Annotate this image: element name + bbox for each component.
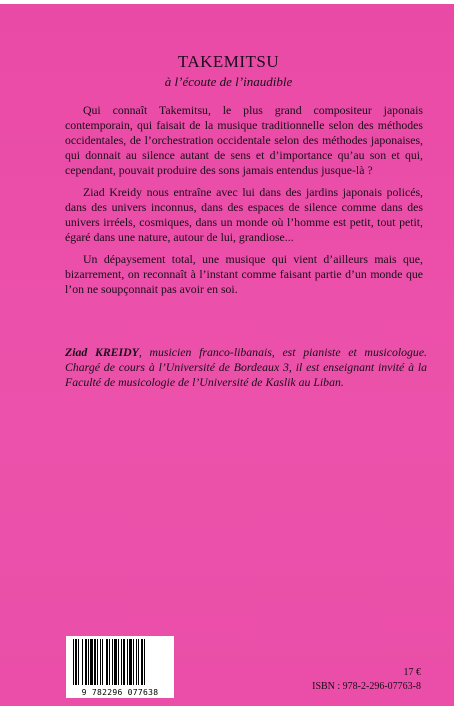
book-title: TAKEMITSU bbox=[177, 52, 280, 71]
author-name: Ziad KREIDY bbox=[65, 345, 139, 359]
barcode-bar bbox=[138, 639, 139, 685]
barcode-bar bbox=[133, 639, 134, 685]
blurb-paragraph-2: Ziad Kreidy nous entraîne avec lui dans des jardins japonais policés, dans des univers inconnus, dans des espaces de silence comme dans des univers irréels, cosmiques, dans un monde où l’homme est petit, tout petit, égaré dans une nature, autour de lui, grandiose... bbox=[65, 185, 423, 244]
barcode-bar bbox=[97, 639, 98, 685]
isbn: ISBN : 978-2-296-07763-8 bbox=[312, 681, 421, 692]
barcode-bar bbox=[88, 639, 89, 685]
author-bio-text: , musicien franco-libanais, est pianiste et musicologue. Chargé de cours à l’Université de Bordeaux 3, il est enseignant invité à la Faculté de musicologie de l’Université de Kaslik au Liban. bbox=[65, 345, 427, 389]
barcode-bar bbox=[114, 639, 117, 685]
barcode-bar bbox=[129, 639, 132, 685]
barcode-bar bbox=[106, 639, 108, 685]
barcode-bar bbox=[102, 639, 103, 685]
barcode-bar bbox=[82, 639, 83, 685]
author-bio bbox=[65, 345, 427, 390]
barcode-bar bbox=[85, 639, 87, 685]
barcode-bar bbox=[144, 639, 145, 685]
barcode-bar bbox=[109, 639, 110, 685]
blurb-paragraph-1: Qui connaît Takemitsu, le plus grand compositeur japonais contemporain, qui faisait de la musique traditionnelle selon des méthodes occidentales, de l’orchestration occidentale selon des méthodes japonaises, qui donnait au silence autant de sens et d’importance qu’au son et qui, cependant, pouvait produire des sons jamais entendus jusque-là ? bbox=[65, 103, 423, 177]
barcode-bar bbox=[100, 639, 101, 685]
barcode bbox=[66, 636, 174, 698]
blurb-paragraph-3: Un dépaysement total, une musique qui vient d’ailleurs mais que, bizarrement, on reconnaît à l’instant comme faisant partie d’un monde que l’on ne soupçonnait pas avoir en soi. bbox=[65, 252, 423, 296]
barcode-bar bbox=[112, 639, 113, 685]
barcode-bar bbox=[75, 639, 77, 685]
barcode-bar bbox=[123, 639, 125, 685]
barcode-bars bbox=[73, 639, 167, 685]
barcode-bar bbox=[127, 639, 128, 685]
barcode-bar bbox=[78, 639, 79, 685]
barcode-bar bbox=[118, 639, 119, 685]
barcode-bar bbox=[94, 639, 96, 685]
barcode-bar bbox=[121, 639, 122, 685]
price: 17 € bbox=[403, 667, 421, 678]
barcode-bar bbox=[136, 639, 137, 685]
barcode-bar bbox=[73, 639, 74, 685]
barcode-number: 9 782296 077638 bbox=[81, 688, 159, 697]
book-subtitle: à l’écoute de l’inaudible bbox=[164, 74, 293, 89]
barcode-bar bbox=[141, 639, 143, 685]
scan-edge-top bbox=[0, 0, 457, 4]
barcode-bar bbox=[90, 639, 93, 685]
